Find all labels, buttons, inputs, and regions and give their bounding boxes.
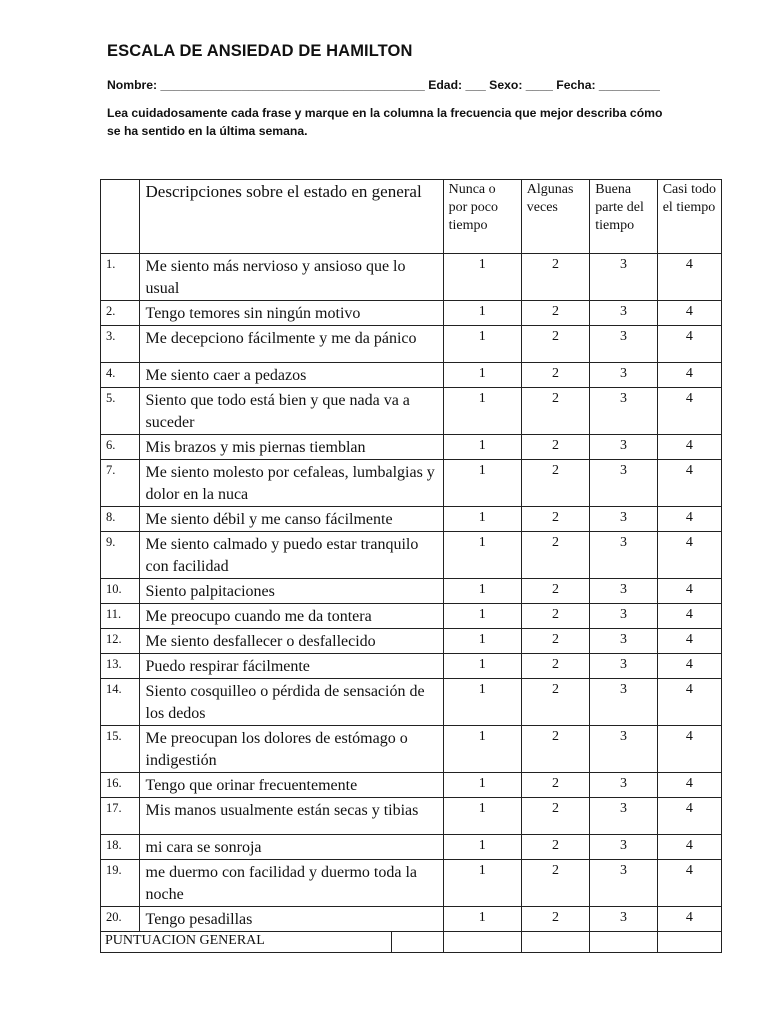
patient-info-line: Nombre: _______________________________________ Edad: ___ Sexo: ____ Fecha: _________ <box>107 78 660 92</box>
item-number: 9. <box>101 532 140 579</box>
score-good-part[interactable]: 3 <box>590 254 657 301</box>
table-row <box>101 604 722 629</box>
item-description: mi cara se sonroja <box>139 835 443 860</box>
item-description: Me siento calmado y puedo estar tranquilo con facilidad <box>139 532 443 579</box>
score-good-part[interactable]: 3 <box>590 654 657 679</box>
item-number: 8. <box>101 507 140 532</box>
score-never[interactable]: 1 <box>443 907 521 932</box>
table-row <box>101 835 722 860</box>
table-row <box>101 388 722 435</box>
score-never[interactable]: 1 <box>443 301 521 326</box>
score-sometimes[interactable]: 2 <box>521 860 590 907</box>
header-description: Descripciones sobre el estado en general <box>139 180 443 254</box>
score-almost-always[interactable]: 4 <box>657 860 721 907</box>
score-never[interactable]: 1 <box>443 604 521 629</box>
score-almost-always[interactable]: 4 <box>657 604 721 629</box>
score-sometimes[interactable]: 2 <box>521 654 590 679</box>
score-good-part[interactable]: 3 <box>590 860 657 907</box>
table-row <box>101 726 722 773</box>
table-row <box>101 679 722 726</box>
item-description: Me siento molesto por cefaleas, lumbalgias y dolor en la nuca <box>139 460 443 507</box>
score-never[interactable]: 1 <box>443 435 521 460</box>
item-number: 10. <box>101 579 140 604</box>
item-description: Me siento débil y me canso fácilmente <box>139 507 443 532</box>
item-number: 13. <box>101 654 140 679</box>
score-good-part[interactable]: 3 <box>590 532 657 579</box>
score-sometimes[interactable]: 2 <box>521 679 590 726</box>
score-good-part[interactable]: 3 <box>590 726 657 773</box>
score-almost-always[interactable]: 4 <box>657 507 721 532</box>
score-never[interactable]: 1 <box>443 532 521 579</box>
header-col-good-part: Buena parte del tiempo <box>590 180 657 254</box>
score-never[interactable]: 1 <box>443 860 521 907</box>
score-almost-always[interactable]: 4 <box>657 654 721 679</box>
total-score-label: PUNTUACION GENERAL <box>101 932 392 953</box>
item-description: Tengo temores sin ningún motivo <box>139 301 443 326</box>
score-never[interactable]: 1 <box>443 835 521 860</box>
score-never[interactable]: 1 <box>443 254 521 301</box>
header-number-cell <box>101 180 140 254</box>
item-number: 11. <box>101 604 140 629</box>
item-description: Me decepciono fácilmente y me da pánico <box>139 326 443 363</box>
table-row <box>101 507 722 532</box>
score-good-part[interactable]: 3 <box>590 326 657 363</box>
score-sometimes[interactable]: 2 <box>521 388 590 435</box>
header-col-almost-always: Casi todo el tiempo <box>657 180 721 254</box>
score-good-part[interactable]: 3 <box>590 301 657 326</box>
instructions-text: Lea cuidadosamente cada frase y marque en la columna la frecuencia que mejor describa cómo se ha sentido en la última semana. <box>107 106 663 138</box>
score-sometimes[interactable]: 2 <box>521 363 590 388</box>
total-blank-cell[interactable] <box>392 932 443 953</box>
score-almost-always[interactable]: 4 <box>657 629 721 654</box>
item-description: Tengo que orinar frecuentemente <box>139 773 443 798</box>
header-col-never: Nunca o por poco tiempo <box>443 180 521 254</box>
item-description: me duermo con facilidad y duermo toda la noche <box>139 860 443 907</box>
item-description: Me preocupo cuando me da tontera <box>139 604 443 629</box>
item-number: 1. <box>101 254 140 301</box>
table-row <box>101 460 722 507</box>
item-description: Me siento caer a pedazos <box>139 363 443 388</box>
score-sometimes[interactable]: 2 <box>521 798 590 835</box>
item-number: 20. <box>101 907 140 932</box>
anxiety-scale-table <box>100 179 722 953</box>
item-number: 7. <box>101 460 140 507</box>
item-number: 4. <box>101 363 140 388</box>
score-almost-always[interactable]: 4 <box>657 835 721 860</box>
score-almost-always[interactable]: 4 <box>657 301 721 326</box>
item-description: Puedo respirar fácilmente <box>139 654 443 679</box>
header-col-sometimes: Algunas veces <box>521 180 590 254</box>
score-sometimes[interactable]: 2 <box>521 326 590 363</box>
item-number: 6. <box>101 435 140 460</box>
score-never[interactable]: 1 <box>443 798 521 835</box>
item-description: Siento palpitaciones <box>139 579 443 604</box>
item-number: 17. <box>101 798 140 835</box>
table-body <box>101 180 722 953</box>
score-never[interactable]: 1 <box>443 679 521 726</box>
item-number: 19. <box>101 860 140 907</box>
score-never[interactable]: 1 <box>443 326 521 363</box>
table-row <box>101 579 722 604</box>
score-good-part[interactable]: 3 <box>590 773 657 798</box>
score-almost-always[interactable]: 4 <box>657 726 721 773</box>
item-description: Mis brazos y mis piernas tiemblan <box>139 435 443 460</box>
table-row <box>101 907 722 932</box>
item-number: 16. <box>101 773 140 798</box>
total-score-col4[interactable] <box>657 932 721 953</box>
item-description: Siento que todo está bien y que nada va a suceder <box>139 388 443 435</box>
item-number: 18. <box>101 835 140 860</box>
score-never[interactable]: 1 <box>443 629 521 654</box>
score-never[interactable]: 1 <box>443 388 521 435</box>
total-score-row <box>101 932 722 953</box>
item-number: 12. <box>101 629 140 654</box>
document-title: ESCALA DE ANSIEDAD DE HAMILTON <box>107 42 413 60</box>
score-sometimes[interactable]: 2 <box>521 532 590 579</box>
score-good-part[interactable]: 3 <box>590 907 657 932</box>
table-row <box>101 860 722 907</box>
score-never[interactable]: 1 <box>443 654 521 679</box>
score-almost-always[interactable]: 4 <box>657 388 721 435</box>
item-description: Me siento más nervioso y ansioso que lo usual <box>139 254 443 301</box>
score-good-part[interactable]: 3 <box>590 388 657 435</box>
score-almost-always[interactable]: 4 <box>657 460 721 507</box>
score-good-part[interactable]: 3 <box>590 579 657 604</box>
score-never[interactable]: 1 <box>443 579 521 604</box>
score-good-part[interactable]: 3 <box>590 835 657 860</box>
item-description: Me preocupan los dolores de estómago o indigestión <box>139 726 443 773</box>
table-row <box>101 363 722 388</box>
score-sometimes[interactable]: 2 <box>521 460 590 507</box>
score-almost-always[interactable]: 4 <box>657 326 721 363</box>
score-sometimes[interactable]: 2 <box>521 726 590 773</box>
score-sometimes[interactable]: 2 <box>521 435 590 460</box>
table-row <box>101 629 722 654</box>
table-row <box>101 301 722 326</box>
score-never[interactable]: 1 <box>443 460 521 507</box>
score-never[interactable]: 1 <box>443 726 521 773</box>
total-score-col1[interactable] <box>443 932 521 953</box>
table-row <box>101 654 722 679</box>
total-score-col2[interactable] <box>521 932 590 953</box>
score-good-part[interactable]: 3 <box>590 435 657 460</box>
score-almost-always[interactable]: 4 <box>657 363 721 388</box>
score-sometimes[interactable]: 2 <box>521 579 590 604</box>
table-row <box>101 773 722 798</box>
score-sometimes[interactable]: 2 <box>521 507 590 532</box>
score-good-part[interactable]: 3 <box>590 460 657 507</box>
score-almost-always[interactable]: 4 <box>657 254 721 301</box>
score-almost-always[interactable]: 4 <box>657 798 721 835</box>
item-number: 14. <box>101 679 140 726</box>
table-row <box>101 532 722 579</box>
score-sometimes[interactable]: 2 <box>521 301 590 326</box>
score-sometimes[interactable]: 2 <box>521 604 590 629</box>
score-good-part[interactable]: 3 <box>590 363 657 388</box>
score-sometimes[interactable]: 2 <box>521 907 590 932</box>
table-row <box>101 254 722 301</box>
score-never[interactable]: 1 <box>443 773 521 798</box>
item-number: 15. <box>101 726 140 773</box>
item-number: 3. <box>101 326 140 363</box>
item-description: Tengo pesadillas <box>139 907 443 932</box>
item-description: Siento cosquilleo o pérdida de sensación de los dedos <box>139 679 443 726</box>
table-row <box>101 326 722 363</box>
score-never[interactable]: 1 <box>443 363 521 388</box>
score-sometimes[interactable]: 2 <box>521 629 590 654</box>
item-description: Mis manos usualmente están secas y tibias <box>139 798 443 835</box>
item-number: 2. <box>101 301 140 326</box>
score-never[interactable]: 1 <box>443 507 521 532</box>
table-header-row <box>101 180 722 254</box>
score-good-part[interactable]: 3 <box>590 798 657 835</box>
score-good-part[interactable]: 3 <box>590 679 657 726</box>
score-almost-always[interactable]: 4 <box>657 532 721 579</box>
score-almost-always[interactable]: 4 <box>657 773 721 798</box>
score-almost-always[interactable]: 4 <box>657 679 721 726</box>
score-good-part[interactable]: 3 <box>590 507 657 532</box>
score-good-part[interactable]: 3 <box>590 604 657 629</box>
score-almost-always[interactable]: 4 <box>657 579 721 604</box>
score-good-part[interactable]: 3 <box>590 629 657 654</box>
item-number: 5. <box>101 388 140 435</box>
score-sometimes[interactable]: 2 <box>521 773 590 798</box>
score-almost-always[interactable]: 4 <box>657 435 721 460</box>
score-almost-always[interactable]: 4 <box>657 907 721 932</box>
table-row <box>101 435 722 460</box>
total-score-col3[interactable] <box>590 932 657 953</box>
item-description: Me siento desfallecer o desfallecido <box>139 629 443 654</box>
table-row <box>101 798 722 835</box>
score-sometimes[interactable]: 2 <box>521 254 590 301</box>
score-sometimes[interactable]: 2 <box>521 835 590 860</box>
